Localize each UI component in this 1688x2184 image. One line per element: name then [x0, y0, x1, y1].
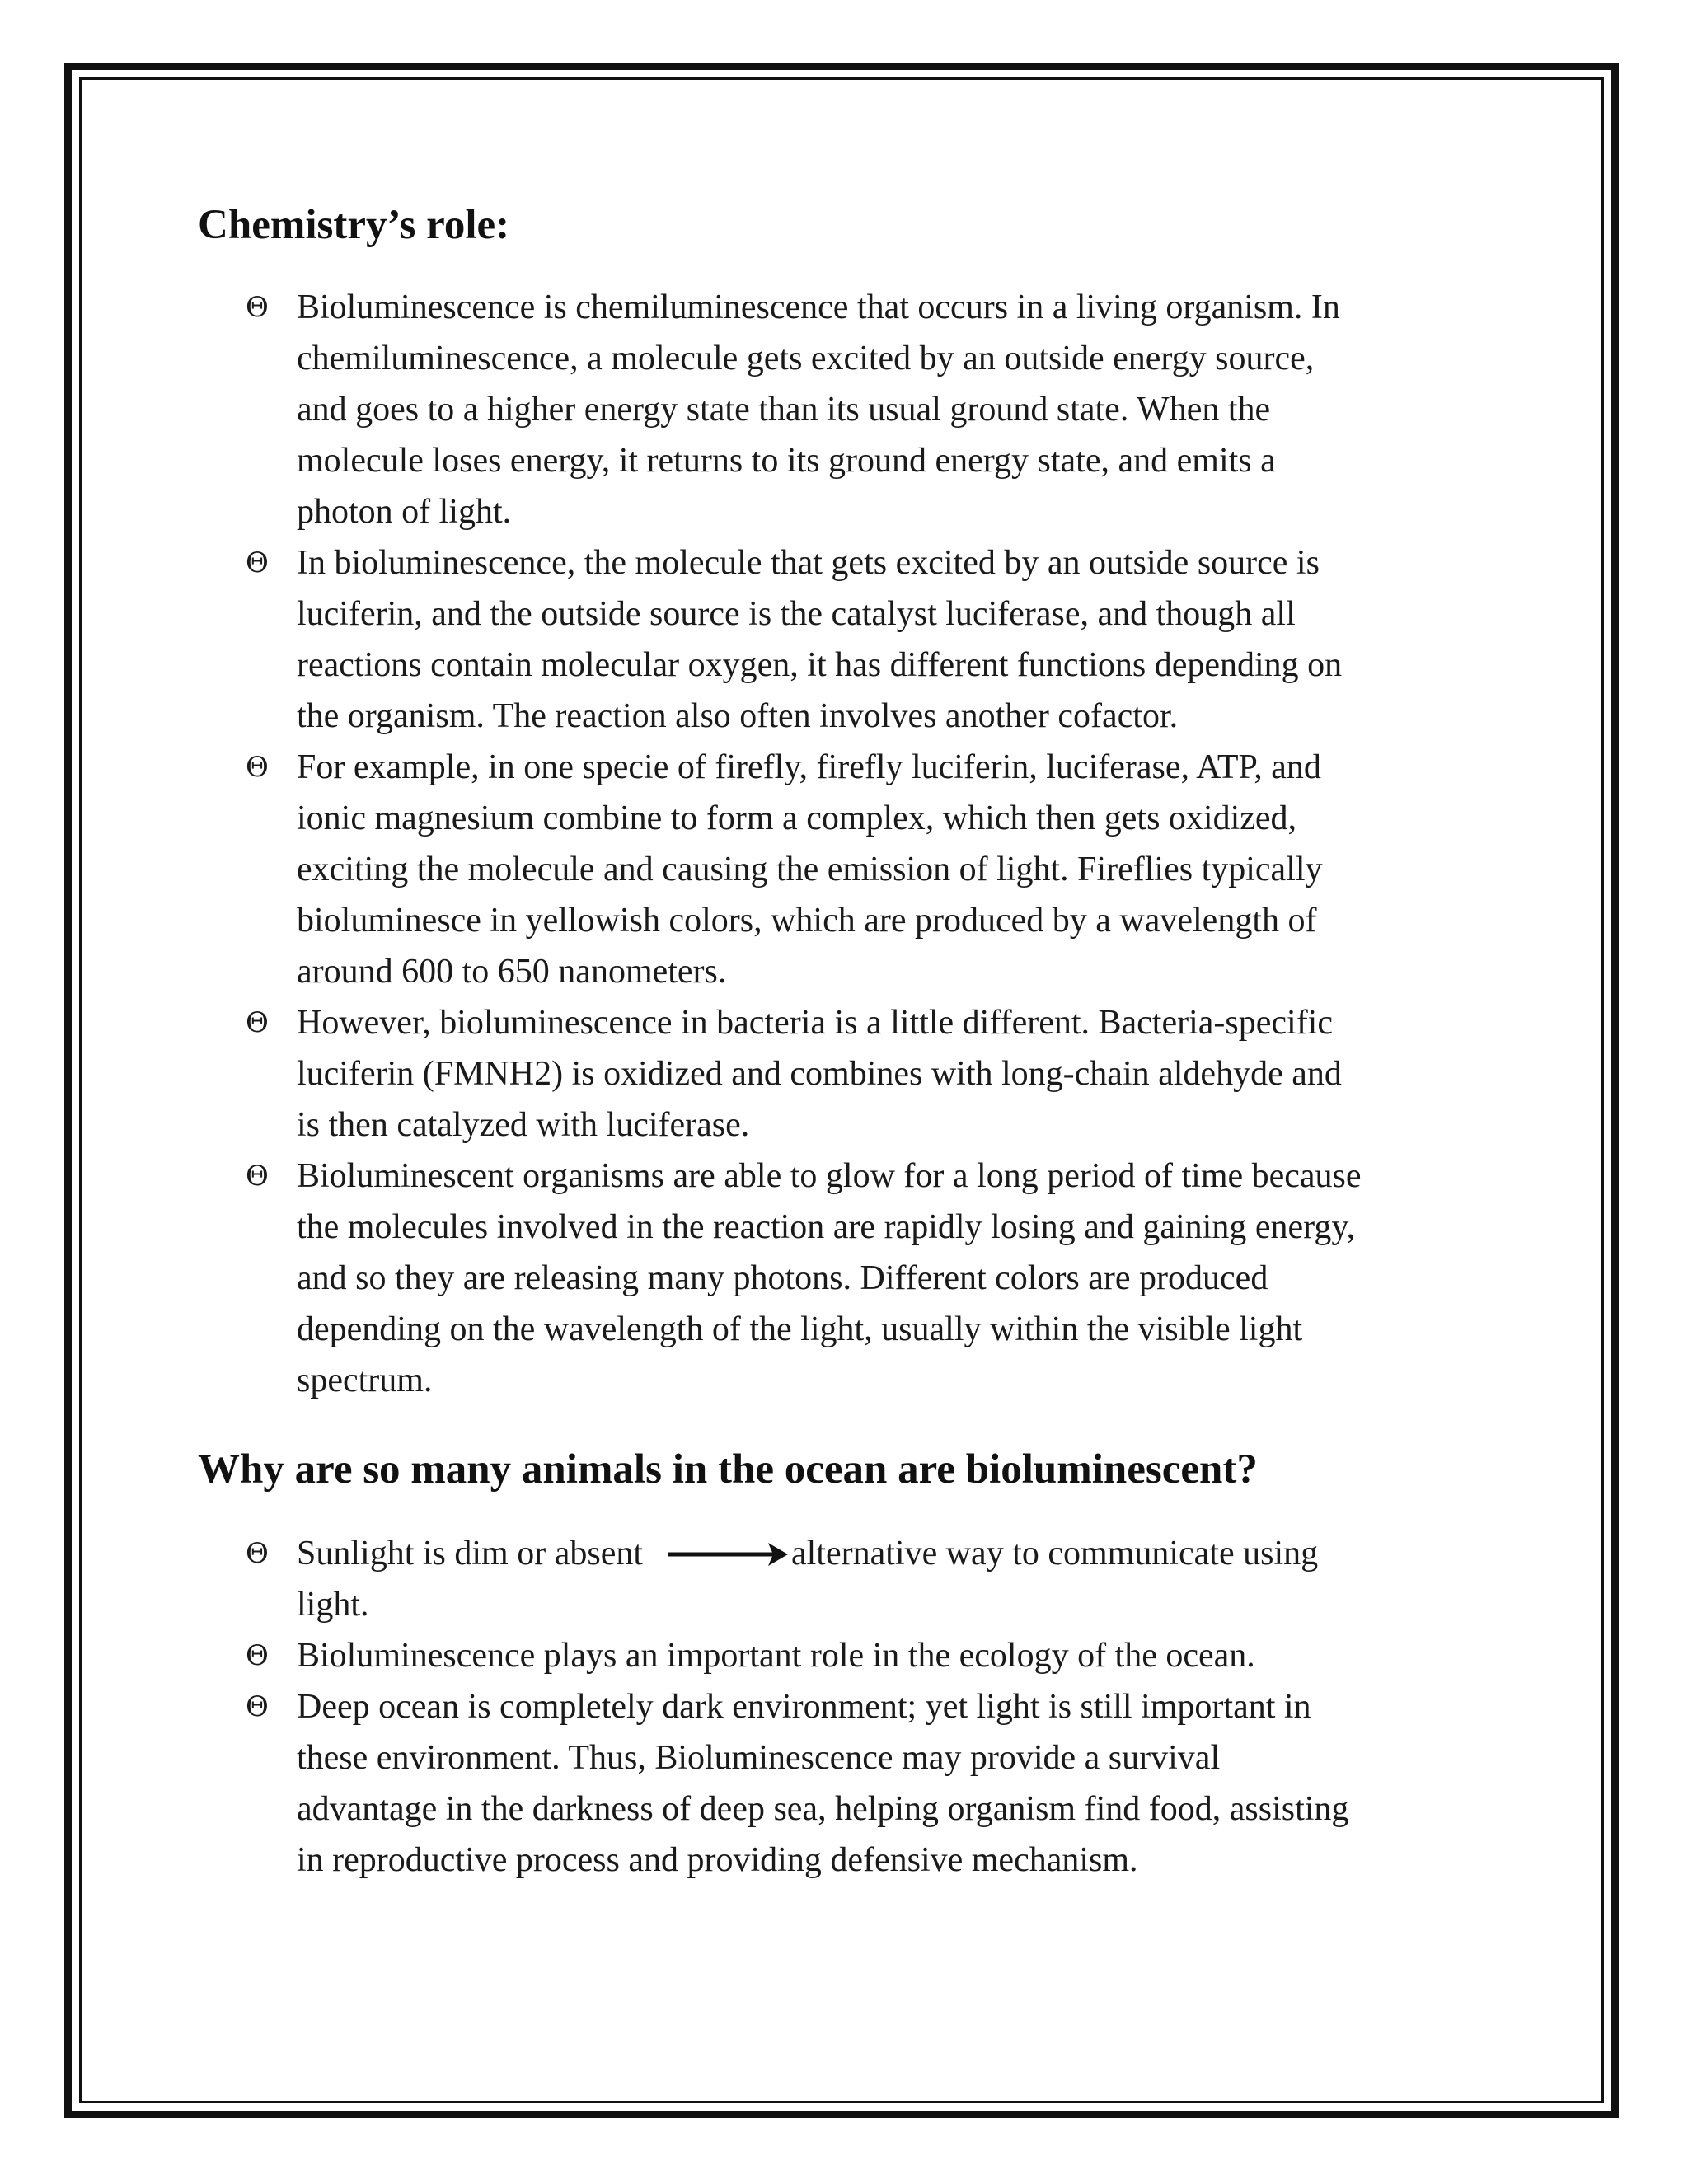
- theta-bullet-icon: Θ: [246, 546, 269, 579]
- text-line: bioluminesce in yellowish colors, which are produced by a wavelength of: [297, 902, 1317, 940]
- theta-bullet-icon: Θ: [246, 1690, 269, 1723]
- list-item: [0, 1151, 1492, 1406]
- right-arrow-icon: [666, 1536, 790, 1569]
- text-line: chemiluminescence, a molecule gets excited by an outside energy source,: [297, 340, 1315, 377]
- text-line: and goes to a higher energy state than its usual ground state. When the: [297, 391, 1271, 429]
- list-item: [0, 282, 1492, 537]
- list-item: [0, 1630, 1492, 1681]
- theta-bullet-icon: Θ: [246, 1160, 269, 1193]
- theta-bullet-icon: Θ: [246, 1639, 269, 1672]
- theta-bullet-icon: Θ: [246, 1006, 269, 1039]
- text-segment: alternative way to communicate using: [791, 1535, 1319, 1572]
- list-item: [0, 1681, 1492, 1886]
- text-line: around 600 to 650 nanometers.: [297, 953, 727, 991]
- ocean-bullet-list: [0, 1528, 1492, 1886]
- text-line: depending on the wavelength of the light, usually within the visible light: [297, 1310, 1303, 1348]
- text-line: However, bioluminescence in bacteria is a little different. Bacteria-specific: [297, 1004, 1333, 1042]
- text-line: Bioluminescence plays an important role in the ecology of the ocean.: [297, 1637, 1255, 1675]
- text-line: Bioluminescence is chemiluminescence that occurs in a living organism. In: [297, 288, 1340, 326]
- section-heading-ocean-bioluminescence: Why are so many animals in the ocean are bioluminescent?: [198, 1446, 1258, 1493]
- text-line: In bioluminescence, the molecule that gets excited by an outside source is: [297, 544, 1320, 582]
- text-line: the organism. The reaction also often involves another cofactor.: [297, 697, 1179, 735]
- section-heading-chemistry-role: Chemistry’s role:: [198, 202, 510, 248]
- chemistry-bullet-list: [0, 282, 1492, 1406]
- list-item: [0, 997, 1492, 1151]
- theta-bullet-icon: Θ: [246, 1537, 269, 1570]
- text-line: exciting the molecule and causing the emission of light. Fireflies typically: [297, 851, 1323, 888]
- text-line: molecule loses energy, it returns to its ground energy state, and emits a: [297, 442, 1276, 480]
- text-segment: Sunlight is dim or absent: [297, 1535, 643, 1572]
- text-line: ionic magnesium combine to form a complex, which then gets oxidized,: [297, 799, 1297, 837]
- list-item: [0, 537, 1492, 742]
- text-line: Deep ocean is completely dark environment; yet light is still important in: [297, 1688, 1311, 1726]
- list-item: [0, 1528, 1492, 1630]
- text-line: advantage in the darkness of deep sea, helping organism find food, assisting: [297, 1790, 1349, 1828]
- text-line: luciferin, and the outside source is the catalyst luciferase, and though all: [297, 595, 1296, 633]
- text-line: in reproductive process and providing defensive mechanism.: [297, 1841, 1138, 1879]
- text-line: is then catalyzed with luciferase.: [297, 1106, 750, 1144]
- theta-bullet-icon: Θ: [246, 751, 269, 784]
- text-line: and so they are releasing many photons. Different colors are produced: [297, 1259, 1268, 1297]
- text-line: reactions contain molecular oxygen, it has different functions depending on: [297, 646, 1343, 684]
- theta-bullet-icon: Θ: [246, 291, 269, 324]
- text-line: For example, in one specie of firefly, firefly luciferin, luciferase, ATP, and: [297, 748, 1321, 786]
- text-line: these environment. Thus, Bioluminescence may provide a survival: [297, 1739, 1221, 1777]
- text-line: the molecules involved in the reaction are rapidly losing and gaining energy,: [297, 1208, 1356, 1246]
- text-line: photon of light.: [297, 493, 512, 531]
- text-line: light.: [297, 1586, 369, 1624]
- text-line: luciferin (FMNH2) is oxidized and combines with long-chain aldehyde and: [297, 1055, 1342, 1093]
- text-line: spectrum.: [297, 1361, 433, 1399]
- text-line-with-arrow: [297, 1528, 1492, 1579]
- text-line: Bioluminescent organisms are able to glow for a long period of time because: [297, 1157, 1362, 1195]
- list-item: [0, 742, 1492, 997]
